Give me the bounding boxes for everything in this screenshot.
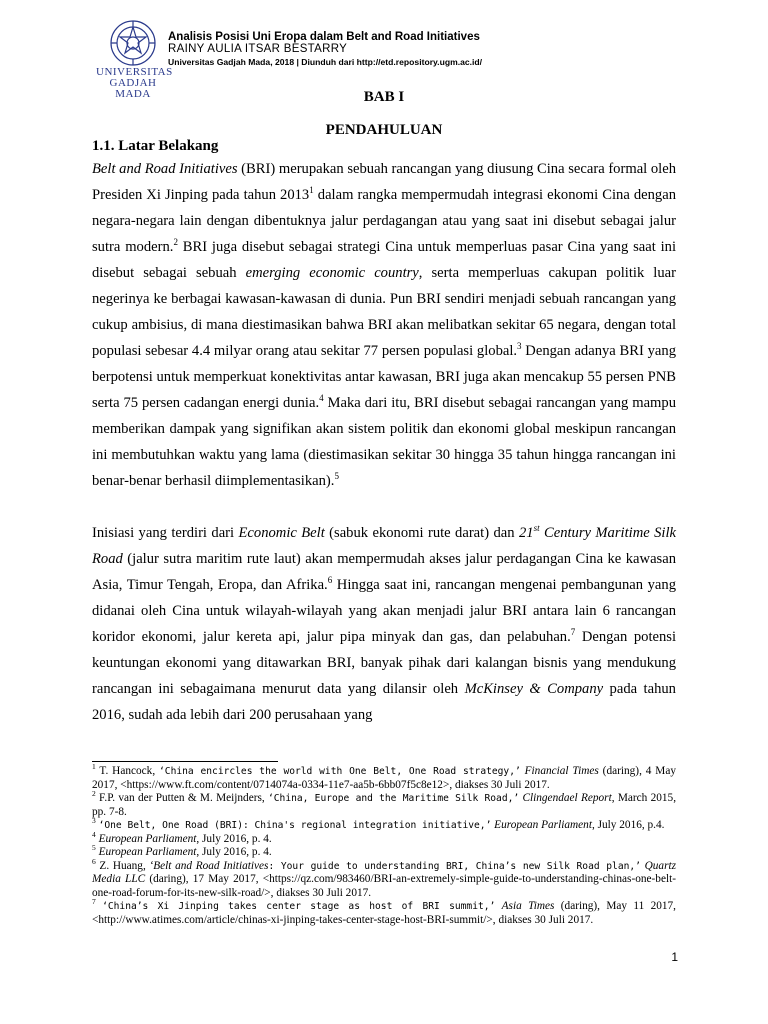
footnote-number: 6: [92, 856, 96, 866]
footnote-publication: European Parliament: [98, 832, 197, 845]
ordinal-suffix: st: [533, 523, 540, 534]
footnote-publication: Clingendael Report: [522, 792, 612, 804]
term-bri: Belt and Road Initiatives: [92, 161, 238, 177]
text-span: Dengan adanya BRI yang berpotensi untuk memperkuat konektivitas antar kawasan, BRI juga akan mencakup 55 persen PNB serta 75 persen cadangan energi dunia.: [92, 343, 676, 411]
page-number: 1: [671, 950, 678, 964]
footnote-text: , July 2016, p.4.: [591, 819, 665, 831]
paragraph-2: [92, 520, 676, 728]
footnote-text: F.P. van der Putten & M. Meijnders,: [95, 792, 268, 804]
text-span: Hingga saat ini, rancangan mengenai pembangunan yang didanai oleh Cina untuk wilayah-wilayah yang akan menjadi jalur BRI antara lain 6 rancangan koridor ekonomi, jalur kereta api, jalur pipa minyak dan gas, dan pelabuhan.: [92, 577, 676, 645]
footnote-6: [92, 856, 676, 901]
footnote-3: [92, 816, 676, 833]
chapter-number: BAB I: [363, 89, 405, 105]
footnote-text[interactable]: (daring), 4 May 2017, <https://www.ft.com/content/0714074a-0334-11e7-aa5b-6bb07f5c8e12>, diakses 30 Juli 2017.: [92, 765, 676, 791]
footnote-number: 7: [92, 897, 96, 907]
text-span: Maka dari itu, BRI disebut sebagai rancangan yang mampu memberikan dampak yang signifikan akan sistem politik dan ekonomi global meskipun rancangan ini membutuhkan waktu yang lama (diestimasikan sekitar 30 hingga 35 tahun hingga rancangan ini benar-benar berhasil diimplementasikan).: [92, 395, 676, 489]
paragraph-1: [92, 156, 676, 494]
footnote-text: , July 2016, p. 4.: [196, 846, 272, 858]
footnote-article-title: ‘Belt and Road Initiatives: [149, 859, 269, 872]
footnote-text: Z. Huang,: [95, 859, 150, 872]
text-span: 21: [518, 525, 534, 541]
header-source: Universitas Gadjah Mada, 2018 | Diunduh dari http://etd.repository.ugm.ac.id/: [168, 57, 483, 67]
footnote-number: 2: [92, 789, 96, 799]
footnote-ref-6[interactable]: 6: [327, 575, 333, 586]
footnote-number: 3: [92, 816, 96, 826]
footnote-text: , March 2015, pp. 7-8.: [92, 792, 677, 818]
text-span: Dengan potensi keuntungan ekonomi yang ditawarkan BRI, banyak pihak dari kalangan bisnis yang mendukung rancangan ini sebagaimana menurut data yang dilansir oleh: [92, 629, 677, 697]
header-title: Analisis Posisi Uni Eropa dalam Belt and Road Initiatives: [168, 31, 480, 43]
footnote-publication: Financial Times: [524, 765, 599, 777]
footnote-4: [92, 829, 676, 847]
header-author: RAINY AULIA ITSAR BESTARRY: [168, 43, 348, 55]
footnote-article-title: : Your guide to understanding BRI, China’s new Silk Road plan,’: [268, 860, 641, 872]
text-span: (BRI) merupakan sebuah rancangan yang diusung Cina secara formal oleh Presiden Xi Jinping pada tahun 2013: [92, 161, 676, 203]
text-span: , serta memperluas cakupan politik luar negerinya ke berbagai kawasan-kawasan di dunia. Pun BRI sendiri menjadi sebuah rancangan yang cukup ambisius, di mana diestimasikan bahwa BRI akan melibatkan sekitar 65 negara, dengan total populasi sebesar 4.4 milyar orang atau sekitar 77 persen populasi global.: [92, 265, 676, 359]
ugm-seal-icon: [98, 18, 168, 68]
footnote-text: T. Hancock,: [95, 765, 160, 777]
footnotes: [92, 762, 677, 927]
term-economic-belt: Economic Belt: [238, 525, 325, 541]
footnote-1: [92, 762, 676, 792]
footnote-ref-4[interactable]: 4: [319, 393, 324, 404]
footnote-ref-2[interactable]: 2: [173, 237, 178, 248]
footnote-article-title: ‘China encircles the world with One Belt, One Road strategy,’: [159, 766, 521, 777]
footnote-text: , July 2016, p. 4.: [196, 832, 272, 845]
footnote-publication: European Parliament: [494, 819, 592, 831]
text-span: pada tahun 2016, sudah ada lebih dari 200 perusahaan yang: [92, 681, 676, 723]
footnote-article-title: ‘One Belt, One Road (BRI): China's regional integration initiative,’: [98, 820, 492, 831]
footnote-number: 1: [92, 762, 96, 772]
text-span: Century Maritime Silk Road: [92, 525, 677, 567]
footnote-number: 4: [92, 829, 96, 839]
footnote-publication: European Parliament: [98, 846, 197, 858]
footnote-2: [92, 789, 677, 819]
footnote-ref-5[interactable]: 5: [334, 471, 339, 482]
section-heading: 1.1. Latar Belakang: [92, 138, 219, 154]
footnote-article-title: ‘China, Europe and the Maritime Silk Road,’: [268, 793, 520, 804]
term-emerging-economy: emerging economic country: [245, 265, 419, 281]
footnote-publication: Quartz Media LLC: [92, 859, 676, 885]
footnote-publication: Asia Times: [501, 900, 555, 912]
text-span: (jalur sutra maritim rute laut) akan mempermudah akses jalur perdagangan Cina ke kawasan Asia, Timur Tengah, Eropa, dan Afrika.: [92, 551, 676, 593]
footnote-7: [92, 897, 677, 927]
text-span: (sabuk ekonomi rute darat) dan: [324, 525, 519, 541]
footnote-5: [92, 843, 676, 860]
footnote-text[interactable]: (daring), 17 May 2017, <https://qz.com/983460/BRI-an-extremely-simple-guide-to-understanding-chinas-one-belt-one-road-forum-for-its-new-silk-road/>, diakses 30 Juli 2017.: [92, 873, 676, 899]
term-mckinsey: McKinsey & Company: [464, 681, 604, 697]
footnote-ref-1[interactable]: 1: [309, 185, 314, 196]
logo-line-1: UNIVERSITAS: [96, 66, 173, 78]
logo-line-2: GADJAH MADA: [109, 77, 157, 100]
footnote-number: 5: [92, 843, 96, 853]
footnote-ref-3[interactable]: 3: [517, 341, 522, 352]
text-span: dalam rangka mempermudah integrasi ekonomi Cina dengan negara-negara lain dengan dibentuknya jalur perdagangan atau yang saat ini disebut sebagai jalur sutra modern.: [92, 187, 676, 255]
footnote-ref-7[interactable]: 7: [570, 627, 576, 638]
footnote-divider: [92, 761, 278, 762]
chapter-title: PENDAHULUAN: [325, 122, 443, 138]
text-span: BRI juga disebut sebagai strategi Cina untuk memperluas pasar Cina yang saat ini disebut sebagai sebuah: [92, 239, 677, 281]
text-span: Inisiasi yang terdiri dari: [92, 525, 239, 541]
footnote-text[interactable]: (daring), May 11 2017, <http://www.atimes.com/article/chinas-xi-jinping-takes-center-stage-host-BRI-summit/>, diakses 30 Juli 2017.: [92, 900, 677, 926]
footnote-article-title: ‘China’s Xi Jinping takes center stage as host of BRI summit,’: [102, 901, 496, 912]
